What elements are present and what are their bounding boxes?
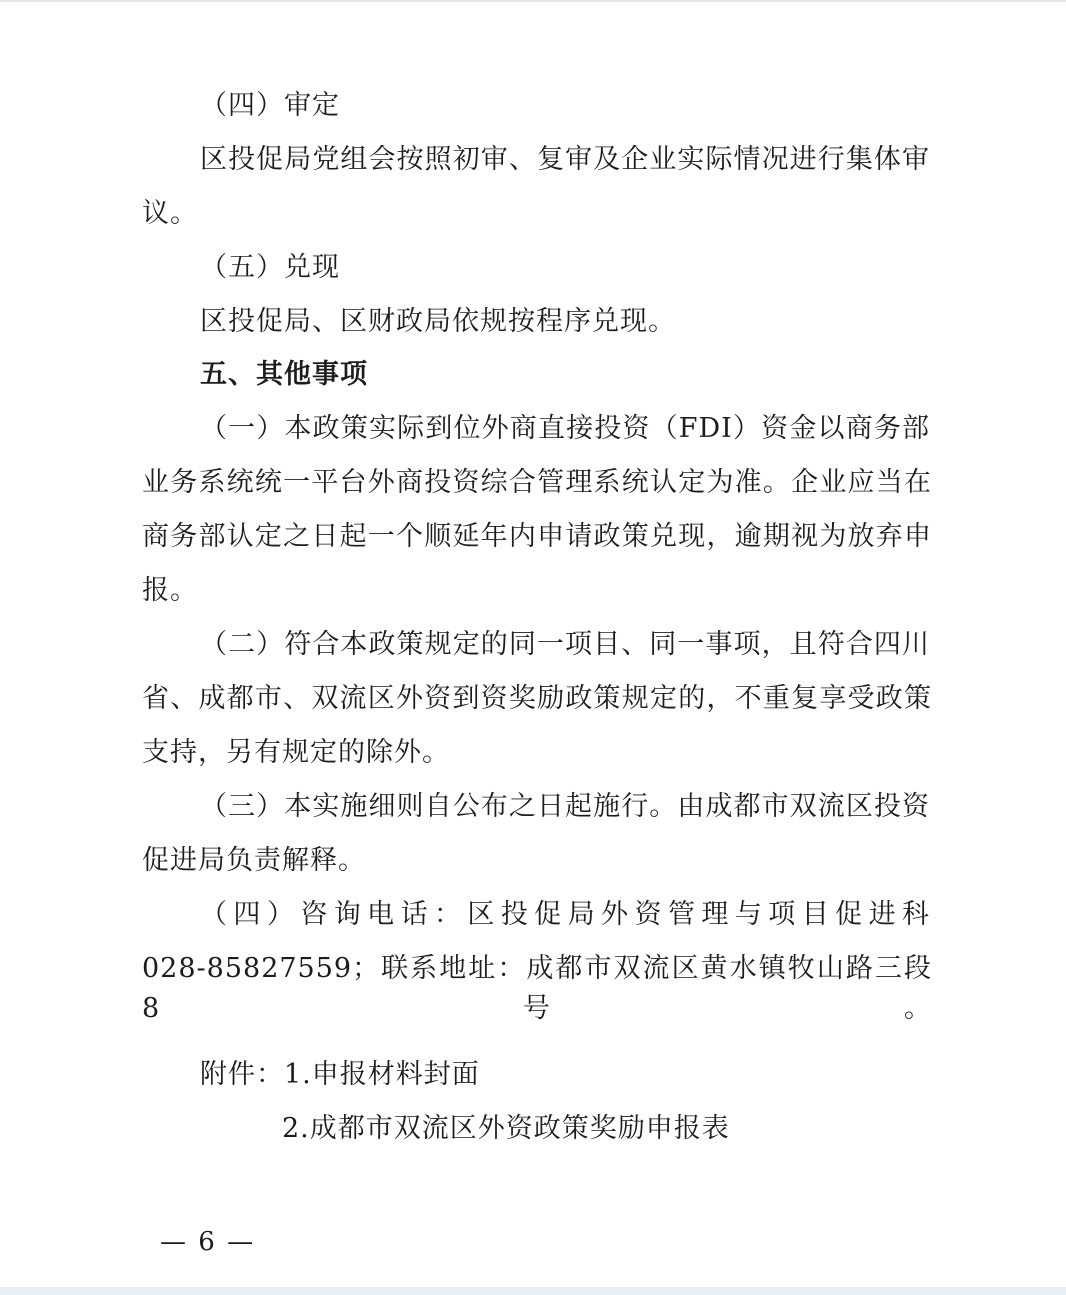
bottom-edge <box>0 1287 1066 1295</box>
item-1-line-3: 商务部认定之日起一个顺延年内申请政策兑现，逾期视为放弃申 <box>142 521 932 552</box>
page-number: — 6 — <box>160 1227 256 1257</box>
section-heading-review: （四）审定 <box>200 90 340 121</box>
item-2-line-2: 省、成都市、双流区外资到资奖励政策规定的，不重复享受政策 <box>142 683 932 714</box>
paragraph-review-line-1: 区投促局党组会按照初审、复审及企业实际情况进行集体审 <box>200 144 930 175</box>
attachment-1: 附件：1.申报材料封面 <box>200 1059 480 1090</box>
section-heading-payout: （五）兑现 <box>200 252 340 283</box>
item-1-line-2: 业务系统统一平台外商投资综合管理系统认定为准。企业应当在 <box>142 467 932 498</box>
paragraph-review-line-2: 议。 <box>142 198 198 229</box>
item-2-line-3: 支持，另有规定的除外。 <box>142 737 450 768</box>
item-1-line-4: 报。 <box>142 575 198 606</box>
section-heading-other-matters: 五、其他事项 <box>200 359 368 390</box>
item-1-line-1: （一）本政策实际到位外商直接投资（FDI）资金以商务部 <box>200 413 930 444</box>
paragraph-payout: 区投促局、区财政局依规按程序兑现。 <box>200 306 676 337</box>
item-2-line-1: （二）符合本政策规定的同一项目、同一事项，且符合四川 <box>200 629 930 660</box>
item-3-line-2: 促进局负责解释。 <box>142 845 366 876</box>
item-4-line-1: （四）咨询电话：区投促局外资管理与项目促进科 <box>200 899 930 930</box>
item-4-line-2: 028-85827559；联系地址：成都市双流区黄水镇牧山路三段 8 号。 <box>142 953 932 1024</box>
attachment-2: 2.成都市双流区外资政策奖励申报表 <box>282 1113 730 1144</box>
item-3-line-1: （三）本实施细则自公布之日起施行。由成都市双流区投资 <box>200 791 930 822</box>
